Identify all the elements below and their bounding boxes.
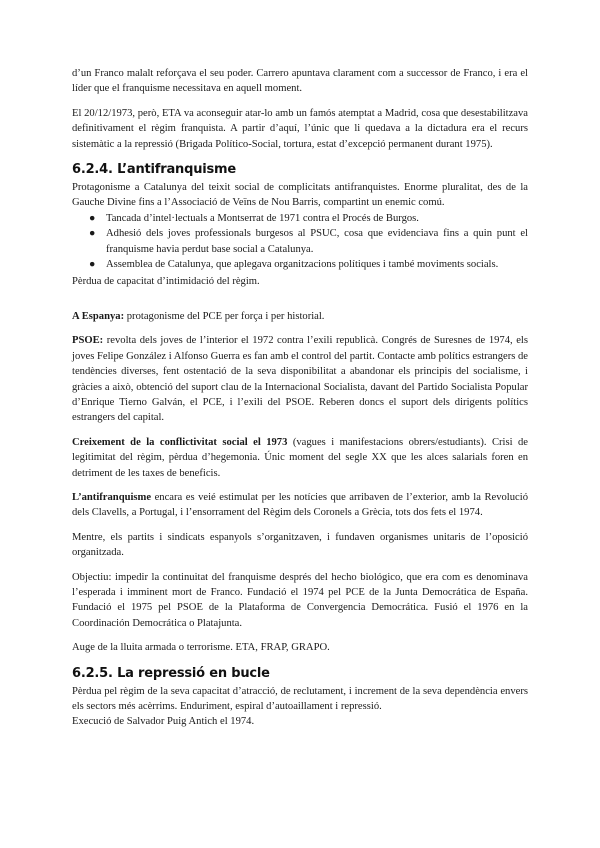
label-antifranquisme: L’antifranquisme (72, 491, 152, 503)
spacer (72, 299, 528, 309)
label-psoe: PSOE: (72, 335, 104, 347)
label-espanya: A Espanya: (72, 310, 125, 322)
bullet-list-catalunya (72, 211, 528, 273)
text-psoe: revolta dels joves de l’interior el 1972 contra l’exili republicà. Congrés de Suresnes de 1974, els joves Felipe González i Alfonso Guerra es fan amb el control del partit. Contacte amb polítics estrangers de tendències diverses, fent ostentació de la seva disponibilitat a abandonar els principis del socialisme, i gràcies a això, obtenció del suport clau de la Internacional Socialista, davant del Partido Socialista Popular d’Enrique Tierno Galván, el PCE, i l’exili del PSOE. Reberen doncs el suport dels dirigents polítics estrangers del capital. (72, 335, 528, 424)
paragraph-objectiu: Objectiu: impedir la continuitat del franquisme després del hecho biológico, que era com es denominava l’esperada i imminent mort de Franco. Fundació el 1974 pel PCE de la Junta Democrática de España. Fundació el 1975 pel PSOE de la Plataforma de Convergencia Democrática. Fusió el 1976 en la Coordinación Democrática o Platajunta. (72, 571, 528, 629)
paragraph-psoe (72, 333, 528, 425)
list-item (89, 211, 528, 226)
list-item-text: Adhesió dels joves professionals burgesos al PSUC, cosa que evidenciava fins a quin punt el franquisme havia perdut base social a Catalunya. (106, 228, 528, 255)
paragraph-repressio: Pèrdua pel règim de la seva capacitat d’atracció, de reclutament, i increment de la seva dependència envers els sectors més acèrrims. Enduriment, espiral d’autoaillament i repressió. (72, 685, 528, 712)
label-creixement: Creixement de la conflictivitat social el 1973 (72, 436, 288, 448)
bullet-icon: ● (89, 228, 96, 240)
section-heading-antifranquisme: 6.2.4. L’antifranquisme (72, 162, 237, 178)
paragraph-eta: El 20/12/1973, però, ETA va aconseguir atar-lo amb un famós atemptat a Madrid, cosa que desestabilitzava definitivament el règim franquista. A partir d’aquí, l’únic que li quedava a la dictadura era el recurs sistemàtic a la repressió (Brigada Político-Social, tortura, estat d’excepció permanent durant 1975). (72, 107, 528, 150)
bullet-icon: ● (89, 259, 96, 271)
text-espanya: protagonisme del PCE per força i per historial. (124, 310, 325, 322)
paragraph-auge: Auge de la lluita armada o terrorisme. ETA, FRAP, GRAPO. (72, 642, 330, 654)
paragraph-espanya (72, 309, 528, 324)
paragraph-carrero: d’un Franco malalt reforçava el seu poder. Carrero apuntava clarament com a successor de Franco, i era el líder que el franquisme necessitava en aquell moment. (72, 68, 528, 95)
section-heading-repressio: 6.2.5. La repressió en bucle (72, 665, 270, 681)
paragraph-catalunya-intro: Protagonisme a Catalunya del teixit social de complicitats antifranquistes. Enorme pluralitat, des de la Gauche Divine fins a l’Associació de Veïns de Nou Barris, compartint un enemic comú. (72, 182, 528, 209)
list-item (89, 257, 528, 272)
list-item-text: Assemblea de Catalunya, que aplegava organitzacions polítiques i també moviments socials. (106, 259, 499, 271)
list-item-text: Tancada d’intel·lectuals a Montserrat de 1971 contra el Procés de Burgos. (106, 212, 419, 224)
paragraph-mentre: Mentre, els partits i sindicats espanyols s’organitzaven, i fundaven organismes unitaris de l’oposició organitzada. (72, 531, 528, 559)
document-page (72, 66, 528, 739)
text-antifranquisme: encara es veié estimulat per les notícies que arribaven de l’exterior, amb la Revolució dels Clavells, a Portugal, i l’ensorrament del Règim dels Coronels a Grècia, tots dos fets el 1974. (72, 491, 528, 519)
paragraph-antifranquisme-exterior (72, 490, 528, 521)
paragraph-creixement (72, 435, 528, 481)
paragraph-intimidacio: Pèrdua de capacitat d’intimidació del règim. (72, 276, 260, 288)
bullet-icon: ● (89, 212, 96, 224)
list-item (89, 226, 528, 257)
paragraph-puig-antich: Execució de Salvador Puig Antich el 1974. (72, 716, 255, 728)
text-creixement: (vagues i manifestacions obrers/estudiants). Crisi de legitimitat del règim, pèrdua d’hegemonia. Únic moment del segle XX que les alces salarials foren en detriment de les taxes de beneficis. (72, 436, 529, 479)
